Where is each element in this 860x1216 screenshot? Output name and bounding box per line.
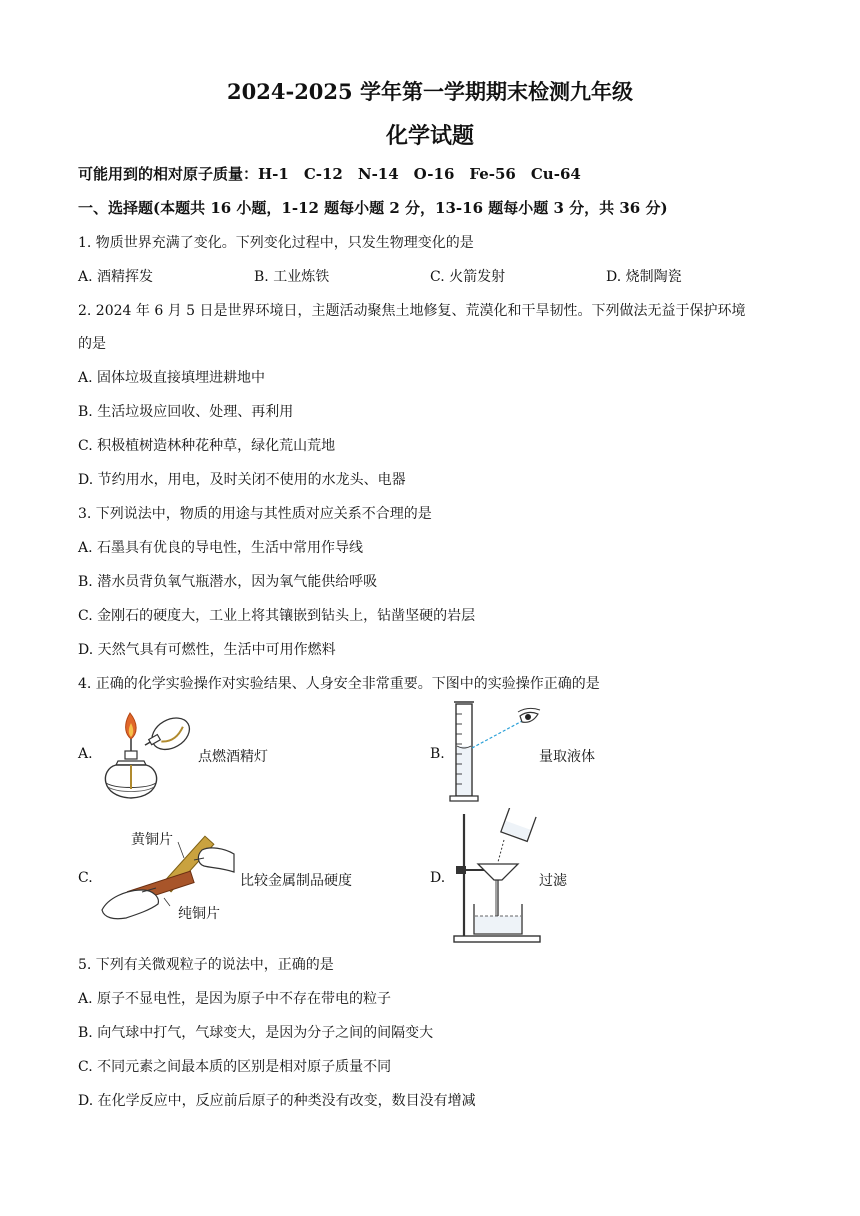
- question-5-stem: 5. 下列有关微观粒子的说法中，正确的是: [78, 957, 334, 973]
- q4-option-b-letter: B.: [430, 746, 445, 762]
- q3-option-a: A. 石墨具有优良的导电性，生活中常用作导线: [78, 540, 364, 556]
- question-2-stem-line2: 的是: [78, 336, 106, 352]
- alcohol-lamp-figure: [98, 703, 202, 801]
- q2-option-d: D. 节约用水，用电，及时关闭不使用的水龙头、电器: [78, 472, 406, 488]
- q1-option-b: B. 工业炼铁: [254, 269, 330, 285]
- q1-option-d: D. 烧制陶瓷: [606, 269, 682, 285]
- q5-option-a: A. 原子不显电性，是因为原子中不存在带电的粒子: [78, 991, 392, 1007]
- copper-label: 纯铜片: [178, 906, 220, 922]
- q4-option-d-caption: 过滤: [539, 873, 567, 889]
- q2-option-b: B. 生活垃圾应回收、处理、再利用: [78, 404, 294, 420]
- q4-option-a-letter: A.: [78, 746, 93, 762]
- graduated-cylinder-figure: [448, 700, 544, 804]
- q5-option-d: D. 在化学反应中，反应前后原子的种类没有改变，数目没有增减: [78, 1093, 476, 1109]
- q4-option-a-caption: 点燃酒精灯: [198, 749, 268, 765]
- q5-option-c: C. 不同元素之间最本质的区别是相对原子质量不同: [78, 1059, 392, 1075]
- question-4-stem: 4. 正确的化学实验操作对实验结果、人身安全非常重要。下图中的实验操作正确的是: [78, 676, 600, 692]
- q2-option-a: A. 固体垃圾直接填埋进耕地中: [78, 370, 266, 386]
- q3-option-d: D. 天然气具有可燃性，生活中可用作燃料: [78, 642, 336, 658]
- q4-option-c-letter: C.: [78, 870, 93, 886]
- q3-option-b: B. 潜水员背负氧气瓶潜水，因为氧气能供给呼吸: [78, 574, 378, 590]
- brass-label: 黄铜片: [131, 832, 173, 848]
- atomic-masses: 可能用到的相对原子质量：H-1 C-12 N-14 O-16 Fe-56 Cu-64: [78, 165, 581, 183]
- q1-option-c: C. 火箭发射: [430, 269, 506, 285]
- q4-option-b-caption: 量取液体: [539, 749, 595, 765]
- q4-option-d-letter: D.: [430, 870, 446, 886]
- exam-title: 2024-2025 学年第一学期期末检测九年级: [227, 79, 633, 104]
- q1-option-a: A. 酒精挥发: [78, 269, 154, 285]
- q5-option-b: B. 向气球中打气，气球变大，是因为分子之间的间隔变大: [78, 1025, 434, 1041]
- section-heading: 一、选择题(本题共 16 小题，1-12 题每小题 2 分，13-16 题每小题 3 分，共 36 分): [78, 199, 668, 217]
- exam-subtitle: 化学试题: [385, 123, 474, 149]
- filtration-figure: [448, 808, 544, 946]
- question-3-stem: 3. 下列说法中，物质的用途与其性质对应关系不合理的是: [78, 506, 432, 522]
- q2-option-c: C. 积极植树造林种花种草，绿化荒山荒地: [78, 438, 336, 454]
- q3-option-c: C. 金刚石的硬度大，工业上将其镶嵌到钻头上，钻凿坚硬的岩层: [78, 608, 476, 624]
- q4-option-c-caption: 比较金属制品硬度: [240, 873, 352, 889]
- question-1-stem: 1. 物质世界充满了变化。下列变化过程中，只发生物理变化的是: [78, 235, 474, 251]
- question-2-stem-line1: 2. 2024 年 6 月 5 日是世界环境日，主题活动聚焦土地修复、荒漠化和干旱韧性。下列做法无益于保护环境: [78, 303, 746, 319]
